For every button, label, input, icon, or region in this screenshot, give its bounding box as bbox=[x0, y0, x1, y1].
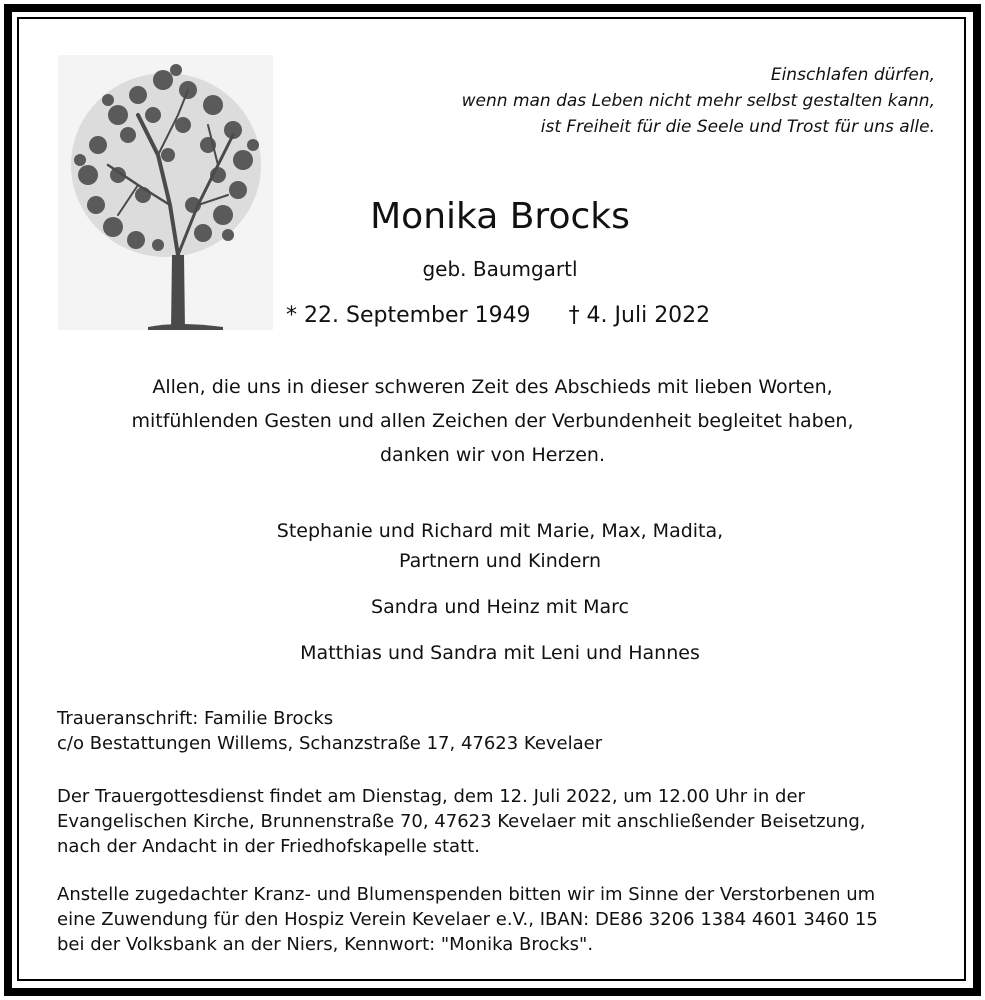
family-group-3: Matthias und Sandra mit Leni und Hannes bbox=[300, 642, 700, 664]
family-group-1 bbox=[40, 516, 960, 576]
deceased-name: Monika Brocks bbox=[370, 196, 630, 237]
life-dates bbox=[286, 302, 710, 330]
birth-date: * 22. September 1949 bbox=[286, 303, 531, 328]
thanks-text bbox=[40, 370, 945, 472]
family-line: Partnern und Kindern bbox=[398, 550, 602, 572]
donation-line: bei der Volksbank an der Niers, Kennwort: "Monika Brocks". bbox=[57, 934, 594, 955]
service-line: Evangelischen Kirche, Brunnenstraße 70, 47623 Kevelaer mit anschließender Beisetzung, bbox=[57, 811, 866, 832]
motto-line: ist Freiheit für die Seele und Trost für uns alle. bbox=[540, 117, 935, 137]
motto-line: wenn man das Leben nicht mehr selbst gestalten kann, bbox=[461, 91, 935, 111]
thanks-line: danken wir von Herzen. bbox=[380, 444, 605, 466]
mourning-address bbox=[57, 706, 947, 756]
service-line: Der Trauergottesdienst findet am Dienstag, dem 12. Juli 2022, um 12.00 Uhr in der bbox=[57, 786, 805, 807]
family-line: Stephanie und Richard mit Marie, Max, Madita, bbox=[276, 520, 724, 542]
donation-line: Anstelle zugedachter Kranz- und Blumenspenden bitten wir im Sinne der Verstorbenen um bbox=[57, 884, 876, 905]
thanks-line: mitfühlenden Gesten und allen Zeichen der Verbundenheit begleitet haben, bbox=[131, 410, 854, 432]
service-line: nach der Andacht in der Friedhofskapelle statt. bbox=[57, 836, 480, 857]
donation-line: eine Zuwendung für den Hospiz Verein Kevelaer e.V., IBAN: DE86 3206 1384 4601 3460 15 bbox=[57, 909, 878, 930]
motto-quote bbox=[375, 62, 935, 140]
death-date: † 4. Juli 2022 bbox=[568, 303, 711, 328]
maiden-name: geb. Baumgartl bbox=[422, 257, 578, 281]
tree-icon bbox=[58, 55, 273, 330]
donation-info bbox=[57, 882, 947, 957]
motto-line: Einschlafen dürfen, bbox=[770, 65, 935, 85]
address-line: Traueranschrift: Familie Brocks bbox=[57, 708, 334, 729]
family-group-2: Sandra und Heinz mit Marc bbox=[371, 596, 629, 618]
thanks-line: Allen, die uns in dieser schweren Zeit des Abschieds mit lieben Worten, bbox=[152, 376, 833, 398]
service-info bbox=[57, 784, 947, 859]
address-line: c/o Bestattungen Willems, Schanzstraße 17, 47623 Kevelaer bbox=[57, 733, 603, 754]
